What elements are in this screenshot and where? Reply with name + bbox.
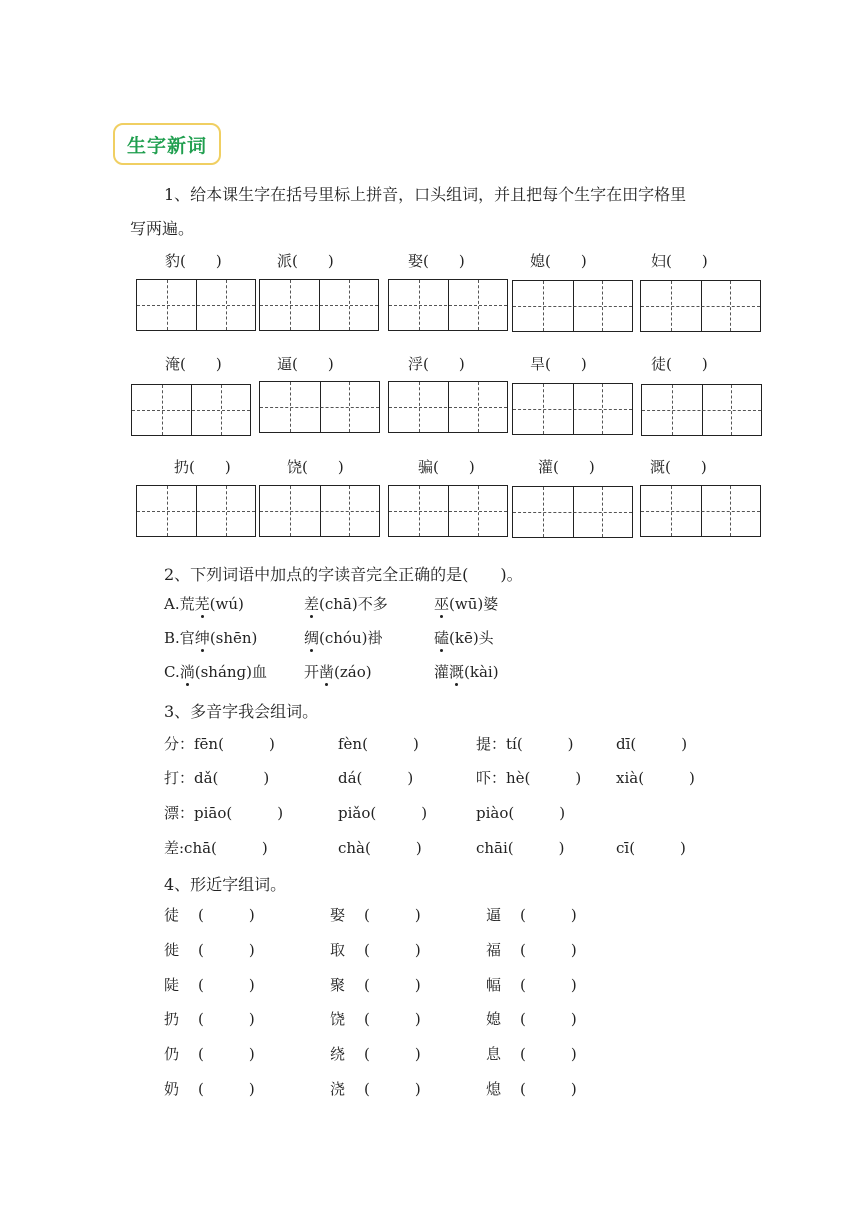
q2-option-c-word2: 开凿(záo) — [304, 663, 372, 681]
tianzi-grid[interactable] — [388, 381, 508, 433]
q4-character: 逼 — [486, 906, 502, 924]
q2-option-b: B.官绅(shēn) — [164, 629, 258, 647]
q4-answer-blank[interactable]: ( ) — [198, 1010, 255, 1028]
q4-character: 绕 — [330, 1045, 346, 1063]
q4-character: 熄 — [486, 1080, 502, 1098]
q3-polyphone-item: 分：fēn( ) — [164, 735, 275, 753]
tianzi-grid[interactable] — [512, 280, 633, 332]
q3-polyphone-item: piào( ) — [476, 804, 566, 822]
q3-polyphone-item: 吓：hè( ) — [476, 769, 582, 787]
tianzi-grid[interactable] — [259, 485, 380, 537]
grid-guide-line — [513, 512, 632, 513]
q3-polyphone-item: fèn( ) — [338, 735, 419, 753]
q4-answer-blank[interactable]: ( ) — [520, 1010, 577, 1028]
q4-character: 徒 — [164, 906, 180, 924]
q3-polyphone-item: 提：tí( ) — [476, 735, 574, 753]
q2-option-a-word2: 差(chā)不多 — [304, 595, 388, 613]
tianzi-grid[interactable] — [259, 279, 379, 331]
q4-character: 奶 — [164, 1080, 180, 1098]
q4-answer-blank[interactable]: ( ) — [198, 976, 255, 994]
q4-character: 幅 — [486, 976, 502, 994]
tianzi-grid[interactable] — [388, 279, 508, 331]
tianzi-grid[interactable] — [136, 485, 256, 537]
section-title-badge — [113, 123, 221, 165]
q4-character: 陡 — [164, 976, 180, 994]
q4-character: 取 — [330, 941, 346, 959]
grid-guide-line — [260, 511, 379, 512]
tianzi-grid[interactable] — [259, 381, 380, 433]
q3-polyphone-item: chāi( ) — [476, 839, 565, 857]
q1-char-label: 淹( ) — [165, 355, 222, 373]
q2-option-b-word3: 磕(kē)头 — [434, 629, 494, 647]
q3-polyphone-item: cī( ) — [616, 839, 686, 857]
tianzi-grid[interactable] — [136, 279, 256, 331]
tianzi-grid[interactable] — [131, 384, 251, 436]
tianzi-grid[interactable] — [388, 485, 508, 537]
q3-prompt: 3、多音字我会组词。 — [164, 702, 319, 721]
q4-prompt: 4、形近字组词。 — [164, 875, 287, 894]
q4-character: 饶 — [330, 1010, 346, 1028]
grid-guide-line — [389, 305, 507, 306]
q3-polyphone-item: 漂：piāo( ) — [164, 804, 284, 822]
q4-answer-blank[interactable]: ( ) — [364, 1045, 421, 1063]
grid-guide-line — [513, 409, 632, 410]
q1-char-label: 妇( ) — [651, 252, 708, 270]
tianzi-grid[interactable] — [512, 383, 633, 435]
q1-instruction-line1: 1、给本课生字在括号里标上拼音，口头组词，并且把每个生字在田字格里 — [164, 185, 687, 204]
grid-guide-line — [641, 511, 760, 512]
q1-char-label: 浮( ) — [408, 355, 465, 373]
grid-guide-line — [642, 410, 761, 411]
q1-char-label: 溉( ) — [650, 458, 707, 476]
q1-char-label: 豹( ) — [165, 252, 222, 270]
q4-answer-blank[interactable]: ( ) — [198, 941, 255, 959]
q1-char-label: 徒( ) — [651, 355, 708, 373]
grid-guide-line — [389, 407, 507, 408]
q3-polyphone-item: xià( ) — [616, 769, 695, 787]
q2-option-c: C.淌(shánɡ)血 — [164, 663, 268, 681]
grid-guide-line — [137, 511, 255, 512]
q2-option-a: A.荒芜(wú) — [164, 595, 244, 613]
grid-guide-line — [389, 511, 507, 512]
q4-character: 徙 — [164, 941, 180, 959]
q4-answer-blank[interactable]: ( ) — [520, 1045, 577, 1063]
q1-char-label: 旱( ) — [530, 355, 587, 373]
q3-polyphone-item: chà( ) — [338, 839, 422, 857]
section-title: 生字新词 — [126, 134, 207, 157]
q4-answer-blank[interactable]: ( ) — [198, 906, 255, 924]
q2-option-a-word3: 巫(wū)婆 — [434, 595, 499, 613]
q4-character: 聚 — [330, 976, 346, 994]
grid-guide-line — [132, 410, 250, 411]
grid-guide-line — [513, 306, 632, 307]
q1-char-label: 娶( ) — [408, 252, 465, 270]
grid-guide-line — [260, 407, 379, 408]
q4-character: 息 — [486, 1045, 502, 1063]
q4-answer-blank[interactable]: ( ) — [364, 1080, 421, 1098]
q4-answer-blank[interactable]: ( ) — [364, 906, 421, 924]
tianzi-grid[interactable] — [640, 485, 761, 537]
tianzi-grid[interactable] — [641, 384, 762, 436]
q1-char-label: 扔( ) — [174, 458, 231, 476]
q4-answer-blank[interactable]: ( ) — [364, 976, 421, 994]
q1-char-label: 灌( ) — [538, 458, 595, 476]
q3-polyphone-item: dá( ) — [338, 769, 414, 787]
q4-answer-blank[interactable]: ( ) — [520, 906, 577, 924]
q1-char-label: 媳( ) — [530, 252, 587, 270]
q1-char-label: 骗( ) — [418, 458, 475, 476]
q3-polyphone-item: 打：dǎ( ) — [164, 769, 270, 787]
q4-character: 娶 — [330, 906, 346, 924]
q1-char-label: 逼( ) — [277, 355, 334, 373]
grid-guide-line — [260, 305, 378, 306]
q4-answer-blank[interactable]: ( ) — [198, 1080, 255, 1098]
q2-option-c-word3: 灌溉(kài) — [434, 663, 499, 681]
q1-char-label: 饶( ) — [287, 458, 344, 476]
q4-character: 扔 — [164, 1010, 180, 1028]
q1-instruction-line2: 写两遍。 — [130, 219, 195, 238]
q3-polyphone-item: piǎo( ) — [338, 804, 428, 822]
q3-polyphone-item: dī( ) — [616, 735, 688, 753]
q4-answer-blank[interactable]: ( ) — [364, 941, 421, 959]
q4-character: 福 — [486, 941, 502, 959]
grid-guide-line — [137, 305, 255, 306]
q1-char-label: 派( ) — [277, 252, 334, 270]
q2-prompt: 2、下列词语中加点的字读音完全正确的是( )。 — [164, 565, 523, 584]
q4-character: 仍 — [164, 1045, 180, 1063]
q4-character: 媳 — [486, 1010, 502, 1028]
q4-answer-blank[interactable]: ( ) — [520, 1080, 577, 1098]
tianzi-grid[interactable] — [512, 486, 633, 538]
tianzi-grid[interactable] — [640, 280, 761, 332]
q2-option-b-word2: 绸(chóu)褂 — [304, 629, 383, 647]
q4-answer-blank[interactable]: ( ) — [520, 941, 577, 959]
q3-polyphone-item: 差:chā( ) — [164, 839, 268, 857]
q4-answer-blank[interactable]: ( ) — [364, 1010, 421, 1028]
q4-character: 浇 — [330, 1080, 346, 1098]
q4-answer-blank[interactable]: ( ) — [520, 976, 577, 994]
grid-guide-line — [641, 306, 760, 307]
q4-answer-blank[interactable]: ( ) — [198, 1045, 255, 1063]
